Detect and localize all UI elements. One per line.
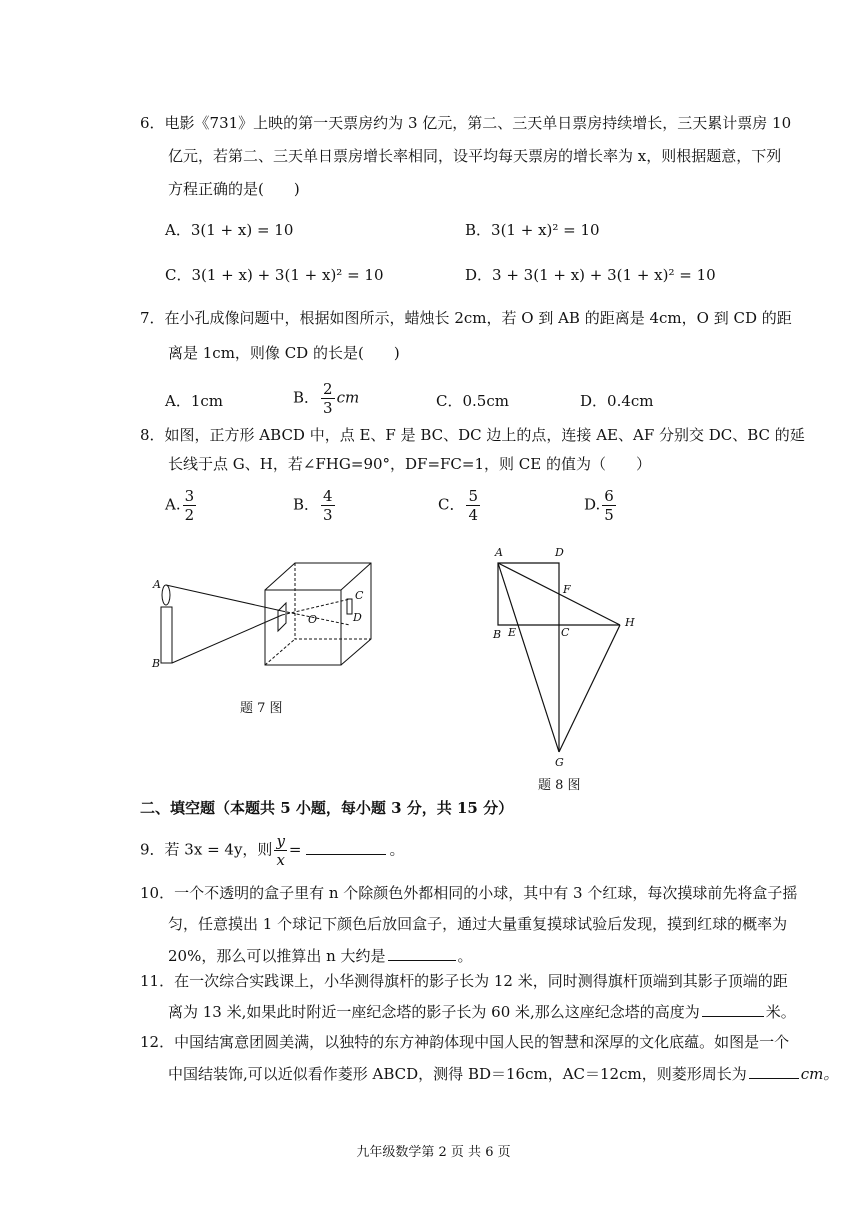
- label-c: C: [561, 626, 570, 639]
- q8-option-c-denominator: 4: [468, 506, 479, 524]
- label-a: A: [153, 578, 161, 591]
- q7-line1: 7．在小孔成像问题中，根据如图所示，蜡烛长 2cm，若 O 到 AB 的距离是 4cm，O 到 CD 的距: [140, 309, 792, 327]
- square-abcd: [498, 563, 559, 625]
- q8-option-d-fraction: [602, 487, 616, 524]
- line-gh: [559, 625, 620, 752]
- q10-line3: [168, 944, 473, 967]
- q9-answer-blank[interactable]: [306, 838, 386, 855]
- q7-option-d: D．0.4cm: [580, 392, 654, 410]
- q8-option-b-numerator: 4: [323, 487, 333, 505]
- q10-line3-suffix: 。: [457, 947, 473, 965]
- q8-option-c-fraction: [466, 487, 480, 524]
- q7-option-b: [293, 380, 359, 417]
- q10-answer-blank[interactable]: [388, 944, 456, 961]
- q6-option-b: B．3(1 + x)² = 10: [465, 221, 600, 239]
- q6-option-c: C．3(1 + x) + 3(1 + x)² = 10: [165, 266, 384, 284]
- q8-option-a: [165, 487, 198, 524]
- section-2-heading: 二、填空题（本题共 5 小题，每小题 3 分，共 15 分）: [140, 799, 514, 817]
- cube-top-right-edge: [341, 563, 371, 590]
- q10-line3-prefix: 20%，那么可以推算出 n 大约是: [168, 947, 386, 965]
- q7-line2: 离是 1cm，则像 CD 的长是( ): [168, 344, 400, 362]
- q12-line1: 12．中国结寓意团圆美满，以独特的东方神韵体现中国人民的智慧和深厚的文化底蕴。如图是一个: [140, 1033, 790, 1051]
- q11-line2: [168, 1000, 796, 1023]
- label-b: B: [152, 657, 161, 670]
- image-cd: [347, 599, 352, 614]
- q6-option-a: A．3(1 + x) = 10: [165, 221, 294, 239]
- label-a: A: [495, 546, 503, 559]
- q11-line1: 11．在一次综合实践课上，小华测得旗杆的影子长为 12 米，同时测得旗杆顶端到其影子顶端的距: [140, 972, 788, 990]
- q8-option-c-numerator: 5: [468, 487, 479, 505]
- q10-line2: 匀，任意摸出 1 个球记下颜色后放回盒子，通过大量重复摸球试验后发现，摸到红球的概率为: [168, 915, 788, 933]
- q6-option-d: D．3 + 3(1 + x) + 3(1 + x)² = 10: [465, 266, 716, 284]
- q8-line2: 长线于点 G、H，若∠FHG=90°，DF=FC=1，则 CE 的值为（ ）: [168, 455, 651, 473]
- q12-answer-blank[interactable]: [749, 1062, 799, 1079]
- candle-body: [161, 607, 172, 663]
- q9-equals: =: [288, 840, 302, 859]
- pinhole-screen: [278, 603, 286, 631]
- q8-option-d-denominator: 5: [604, 506, 614, 524]
- q8-option-d-numerator: 6: [604, 487, 614, 505]
- cube-hidden-diagonal: [265, 639, 295, 665]
- q12-line2-prefix: 中国结装饰,可以近似看作菱形 ABCD，测得 BD＝16cm，AC＝12cm，则菱形周长为: [168, 1065, 747, 1083]
- q12-line2: [168, 1062, 838, 1085]
- q9-denominator: x: [276, 851, 285, 869]
- figure-8-caption: 题 8 图: [538, 778, 581, 793]
- q7-option-c: C．0.5cm: [436, 392, 509, 410]
- q11-answer-blank[interactable]: [702, 1000, 764, 1017]
- q8-option-b: [293, 487, 337, 524]
- q8-option-b-denominator: 3: [323, 506, 333, 524]
- q6-line1: 6．电影《731》上映的第一天票房约为 3 亿元，第二、三天单日票房持续增长，三天累计票房 10: [140, 114, 792, 132]
- label-d: D: [555, 546, 564, 559]
- q8-option-c: [438, 487, 482, 524]
- q8-option-d-prefix: D.: [584, 495, 601, 514]
- q7-option-b-fraction: [321, 380, 335, 417]
- q11-line2-suffix: 米。: [765, 1003, 796, 1021]
- label-f: F: [563, 583, 571, 596]
- q12-line2-suffix: cm。: [800, 1065, 839, 1083]
- q6-line3: 方程正确的是( ): [168, 180, 300, 198]
- q7-option-b-unit: cm: [336, 388, 360, 407]
- figure-7-pinhole: [145, 555, 385, 680]
- q9-prefix: 9．若 3x = 4y，则: [140, 840, 273, 859]
- label-h: H: [625, 616, 635, 629]
- q8-option-a-fraction: [183, 487, 197, 524]
- label-e: E: [508, 626, 517, 639]
- q8-option-d: [584, 487, 618, 524]
- q7-option-b-numerator: 2: [323, 380, 333, 398]
- q8-option-a-denominator: 2: [184, 506, 195, 524]
- label-b: B: [493, 628, 502, 641]
- q8-option-a-prefix: A.: [165, 495, 181, 514]
- q9-suffix: 。: [389, 840, 405, 859]
- q8-line1: 8．如图，正方形 ABCD 中，点 E、F 是 BC、DC 边上的点，连接 AE、AF 分别交 DC、BC 的延: [140, 426, 805, 444]
- q8-option-b-prefix: B．: [293, 495, 320, 514]
- q8-option-c-prefix: C．: [438, 495, 465, 514]
- cube-front-face: [265, 590, 341, 665]
- page-footer: 九年级数学第 2 页 共 6 页: [356, 1145, 511, 1160]
- candle-flame: [162, 585, 170, 605]
- q7-option-b-denominator: 3: [323, 399, 333, 417]
- figure-7-caption: 题 7 图: [240, 701, 283, 716]
- label-c: C: [355, 589, 364, 602]
- figure-8-square: [485, 540, 645, 780]
- q10-line1: 10．一个不透明的盒子里有 n 个除颜色外都相同的小球，其中有 3 个红球，每次摸球前先将盒子摇: [140, 884, 798, 902]
- label-d: D: [353, 611, 362, 624]
- q8-option-a-numerator: 3: [184, 487, 195, 505]
- q9: [140, 832, 405, 869]
- q7-option-a: A．1cm: [165, 392, 224, 410]
- q7-option-b-prefix: B．: [293, 388, 320, 407]
- label-g: G: [555, 756, 564, 769]
- q8-option-b-fraction: [321, 487, 335, 524]
- line-ag: [498, 563, 559, 752]
- q11-line2-prefix: 离为 13 米,如果此时附近一座纪念塔的影子长为 60 米,那么这座纪念塔的高度为: [168, 1003, 700, 1021]
- label-o: O: [308, 613, 318, 626]
- q6-line2: 亿元，若第二、三天单日票房增长率相同，设平均每天票房的增长率为 x，则根据题意，下列: [168, 147, 782, 165]
- q9-fraction: [274, 832, 286, 869]
- q9-numerator: y: [276, 832, 285, 850]
